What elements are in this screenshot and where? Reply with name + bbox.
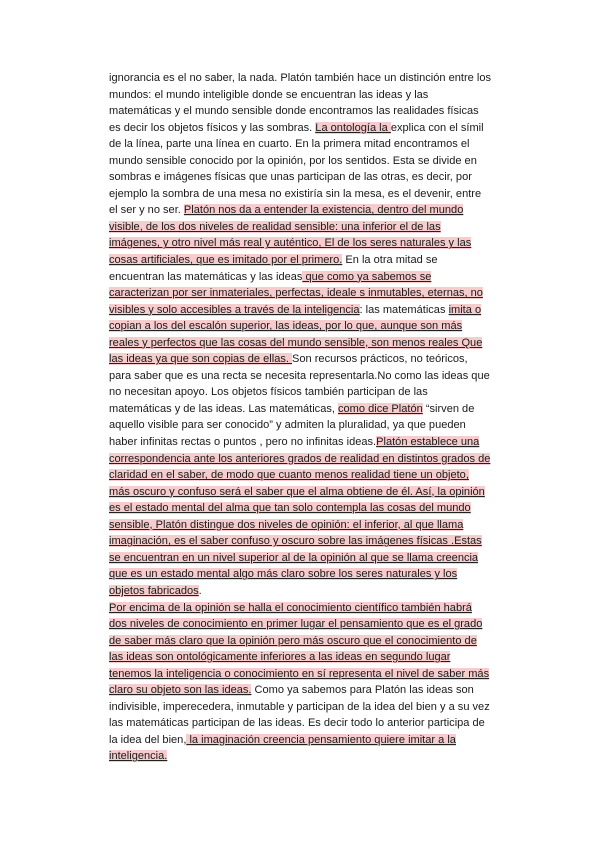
highlighted-text: La ontología la	[315, 121, 391, 134]
body-text: encuentran las matemáticas y las ideas	[109, 270, 303, 283]
highlighted-text: de saber más claro que la opinión pero más oscuro que el conocimiento de	[109, 634, 477, 647]
highlighted-text: se encuentran en un nivel superior al de la opinión al que se llama creencia	[109, 551, 479, 564]
body-text: mundos: el mundo inteligible donde se encuentran las ideas y las	[109, 88, 429, 101]
body-text: ignorancia es el no saber, la nada. Platón también hace un distinción entre los	[109, 72, 491, 84]
text-line	[109, 451, 519, 468]
body-text: Son recursos prácticos, no teóricos,	[292, 353, 468, 366]
body-text: no necesitan apoyo. Los objetos físicos también participan de las	[109, 386, 428, 399]
text-line	[109, 748, 519, 765]
text-line	[109, 103, 519, 120]
highlighted-text: las ideas ya que son copias de ellas.	[109, 353, 293, 366]
highlighted-text: que como ya sabemos se	[302, 270, 432, 283]
body-text: las matemáticas participan de las ideas. Es decir todo lo anterior participa de	[109, 717, 485, 730]
text-line	[109, 169, 519, 186]
text-line	[109, 600, 519, 617]
body-text: “sirven de	[422, 402, 475, 415]
highlighted-text: correspondencia ante los anteriores grados de realidad en distintos grados de	[109, 452, 491, 465]
text-line	[109, 715, 519, 732]
text-line	[109, 550, 519, 567]
highlighted-text: claridad en el saber, de modo que cuanto menos realidad tiene un objeto,	[109, 469, 469, 482]
text-line	[109, 219, 519, 236]
body-text: matemáticas y de las ideas. Las matemáticas,	[109, 402, 339, 415]
highlighted-text: inteligencia.	[109, 750, 168, 763]
highlighted-text: tenemos la inteligencia o conocimiento en sí representa el nivel de saber más	[109, 667, 490, 680]
highlighted-text: reales y perfectos que las cosas del mundo sensible, son menos reales Que	[109, 336, 483, 349]
body-text: explica con el símil	[390, 121, 484, 134]
text-line	[109, 417, 519, 434]
text-line	[109, 732, 519, 749]
text-line	[109, 235, 519, 252]
body-text: la idea del bien,	[109, 733, 187, 746]
text-line	[109, 434, 519, 451]
body-text: .	[198, 584, 202, 597]
text-line	[109, 633, 519, 650]
highlighted-text: cosas artificiales, que es imitado por el primero.	[109, 254, 343, 267]
document-text	[109, 70, 519, 765]
text-line	[109, 566, 519, 583]
text-line	[109, 351, 519, 368]
body-text: haber infinitas rectas o puntos , pero no infinitas ideas.	[109, 436, 377, 449]
body-text: es decir los objetos físicos y las sombras.	[109, 121, 316, 134]
highlighted-text: imaginación, es el saber confuso y oscuro sobre las imágenes físicas .Estas	[109, 535, 482, 548]
highlighted-text: copian a los del escalón superior, las ideas, por lo que, aunque son más	[109, 320, 463, 333]
highlighted-text: visibles y solo accesibles a través de la inteligencia	[109, 303, 360, 316]
highlighted-text: más oscuro y confuso será el saber que el alma obtiene de él. Así, la opinión	[109, 485, 485, 498]
text-line	[109, 153, 519, 170]
text-line	[109, 120, 519, 137]
body-text: indivisible, imperecedera, inmutable y participan de la idea del bien y a su vez	[109, 700, 490, 713]
body-text: sombras e imágenes físicas que unas participan de las otras, es decir, por	[109, 171, 472, 184]
highlighted-text: Platón establece una	[376, 436, 480, 449]
text-line	[109, 699, 519, 716]
body-text: aquello visible para ser conocido” y admiten la pluralidad, ya que pueden	[109, 419, 466, 432]
text-line	[109, 384, 519, 401]
body-text: Como ya sabemos para Platón las ideas son	[251, 684, 474, 697]
text-line	[109, 87, 519, 104]
text-line	[109, 666, 519, 683]
text-line	[109, 70, 519, 87]
body-text: mundo sensible conocido por la opinión, por los sentidos. Esta se divide en	[109, 154, 477, 167]
text-line	[109, 533, 519, 550]
highlighted-text: Por encima de la opinión se halla el conocimiento científico también habrá	[109, 601, 472, 614]
text-line	[109, 616, 519, 633]
text-line	[109, 583, 519, 600]
text-line	[109, 467, 519, 484]
highlighted-text: dos niveles de conocimiento en primer lugar el pensamiento que es el grado	[109, 618, 483, 631]
highlighted-text: caracterizan por ser inmateriales, perfectas, ideale s inmutables, eternas, no	[109, 287, 483, 300]
text-line	[109, 401, 519, 418]
highlighted-text: imita o	[448, 303, 482, 316]
body-text: ejemplo la sombra de una mesa no existiría sin la mesa, es el devenir, entre	[109, 187, 482, 200]
body-text: En la otra mitad se	[342, 254, 438, 267]
text-line	[109, 368, 519, 385]
text-line	[109, 202, 519, 219]
body-text: matemáticas y el mundo sensible donde encontramos las realidades físicas	[109, 105, 479, 118]
text-line	[109, 500, 519, 517]
highlighted-text: objetos fabricados	[109, 584, 199, 597]
highlighted-text: visible, de los dos niveles de realidad sensible: una inferior el de las	[109, 220, 441, 233]
text-line	[109, 285, 519, 302]
body-text: para saber que es una recta se necesita representarla.No como las ideas que	[109, 369, 490, 382]
text-line	[109, 136, 519, 153]
body-text: : las matemáticas	[359, 303, 449, 316]
highlighted-text: Platón nos da a entender la existencia, dentro del mundo	[183, 204, 464, 217]
highlighted-text: imágenes, y otro nivel más real y auténtico, El de los seres naturales y las	[109, 237, 472, 250]
text-line	[109, 484, 519, 501]
highlighted-text: la imaginación creencia pensamiento quiere imitar a la	[186, 733, 456, 746]
highlighted-text: es el estado mental del alma que tan solo contempla las cosas del mundo	[109, 502, 471, 515]
highlighted-text: sensible, Platón distingue dos niveles de opinión: el inferior, al que llama	[109, 518, 464, 531]
highlighted-text: las ideas son ontológicamente inferiores a las ideas en segundo lugar	[109, 651, 451, 664]
text-line	[109, 517, 519, 534]
highlighted-text: claro su objeto son las ideas.	[109, 684, 252, 697]
text-line	[109, 186, 519, 203]
text-line	[109, 252, 519, 269]
text-line	[109, 318, 519, 335]
body-text: el ser y no ser.	[109, 204, 184, 217]
text-line	[109, 649, 519, 666]
highlighted-text: como dice Platón	[338, 402, 423, 415]
body-text: de la línea, parte una línea en cuarto. En la primera mitad encontramos el	[109, 138, 470, 151]
text-line	[109, 682, 519, 699]
text-line	[109, 302, 519, 319]
highlighted-text: que es un estado mental algo más claro sobre los seres naturales y los	[109, 568, 458, 581]
text-line	[109, 335, 519, 352]
text-line	[109, 269, 519, 286]
